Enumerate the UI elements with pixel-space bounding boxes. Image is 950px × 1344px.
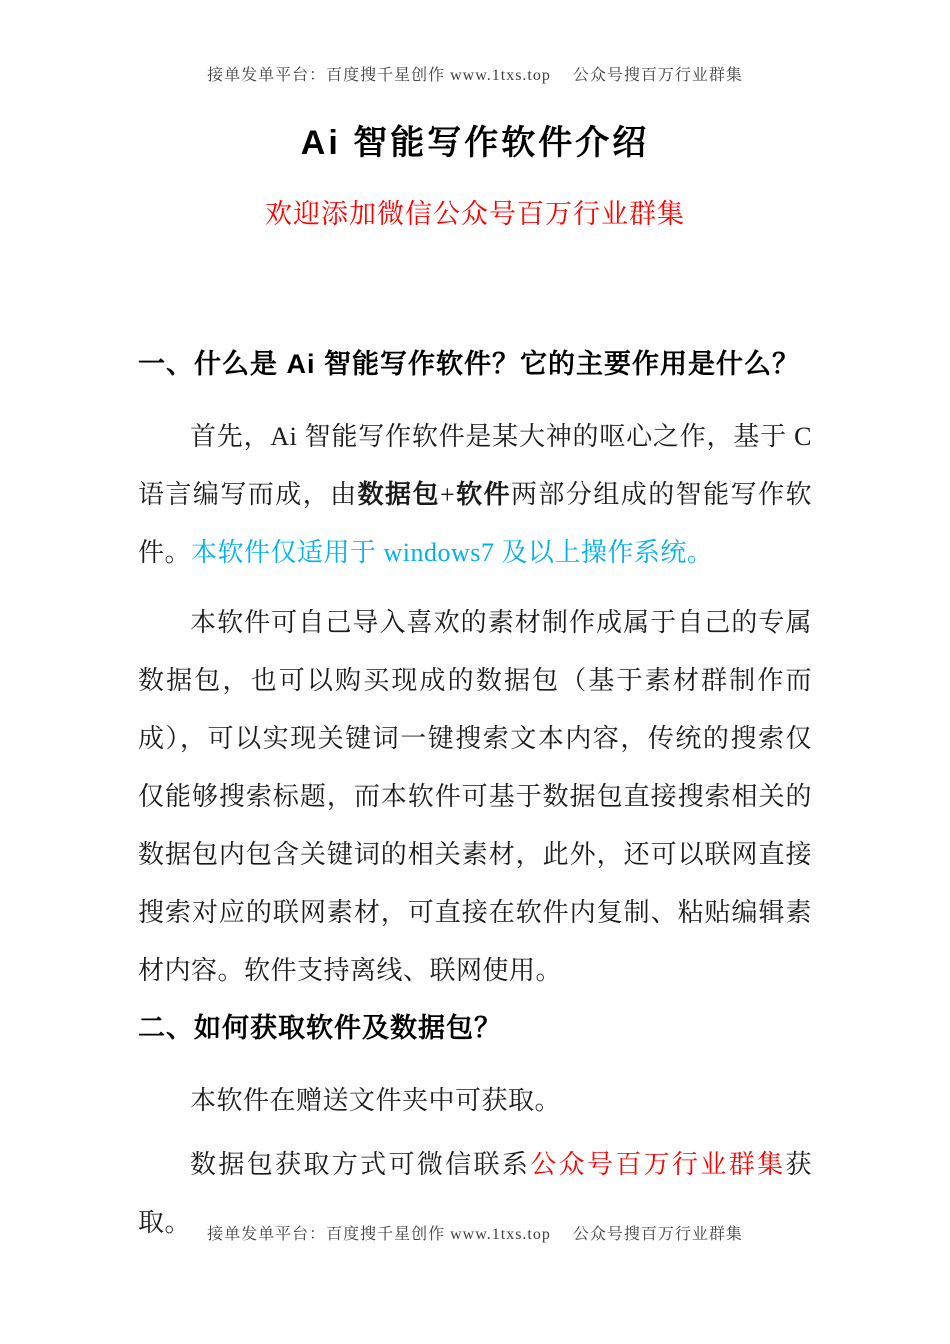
paragraph1-bold-software: 软件: [455, 480, 511, 509]
section2-paragraph1: 本软件在赠送文件夹中可获取。: [190, 1086, 562, 1115]
paragraph4-pre-text: 数据包获取方式可微信联系: [190, 1150, 531, 1179]
paragraph1-plus-sign: +: [439, 480, 456, 509]
paragraph1-bold-datapack: 数据包: [357, 480, 440, 509]
paragraph4-post-text: 获取。: [138, 1150, 812, 1237]
page-header-text: 接单发单平台：百度搜千星创作 www.1txs.top 公众号搜百万行业群集: [207, 67, 743, 84]
section2-heading: 二、如何获取软件及数据包？: [138, 1013, 502, 1043]
paragraph4-red-phrase: 公众号百万行业群集: [530, 1150, 786, 1179]
page-footer-text: 接单发单平台：百度搜千星创作 www.1txs.top 公众号搜百万行业群集: [207, 1226, 743, 1243]
document-title: Ai 智能写作软件介绍: [300, 124, 650, 162]
paragraph1-cyan-highlight: 本软件仅适用于 windows7 及以上操作系统。: [191, 538, 714, 567]
paragraph1-lead-text: 首先，Ai 智能写作软件是某大神的呕心之作，基于 C 语言编写而成，由: [138, 422, 812, 509]
section1-paragraph2: 本软件可自己导入喜欢的素材制作成属于自己的专属数据包，也可以购买现成的数据包（基于素材群制作而成），可以实现关键词一键搜索文本内容，传统的搜索仅仅能够搜索标题，而本软件可基于数据包直接搜索相关的数据包内包含关键词的相关素材，此外，还可以联网直接搜索对应的联网素材，可直接在软件内复制、粘贴编辑素材内容。软件支持离线、联网使用。: [138, 608, 812, 985]
section1-heading: 一、什么是 Ai 智能写作软件？它的主要作用是什么？: [138, 349, 801, 379]
paragraph1-rest-text: 两部分组成的智能写作软件。: [138, 480, 812, 567]
section1-paragraph1: [138, 408, 812, 582]
subtitle-red: 欢迎添加微信公众号百万行业群集: [265, 199, 685, 229]
